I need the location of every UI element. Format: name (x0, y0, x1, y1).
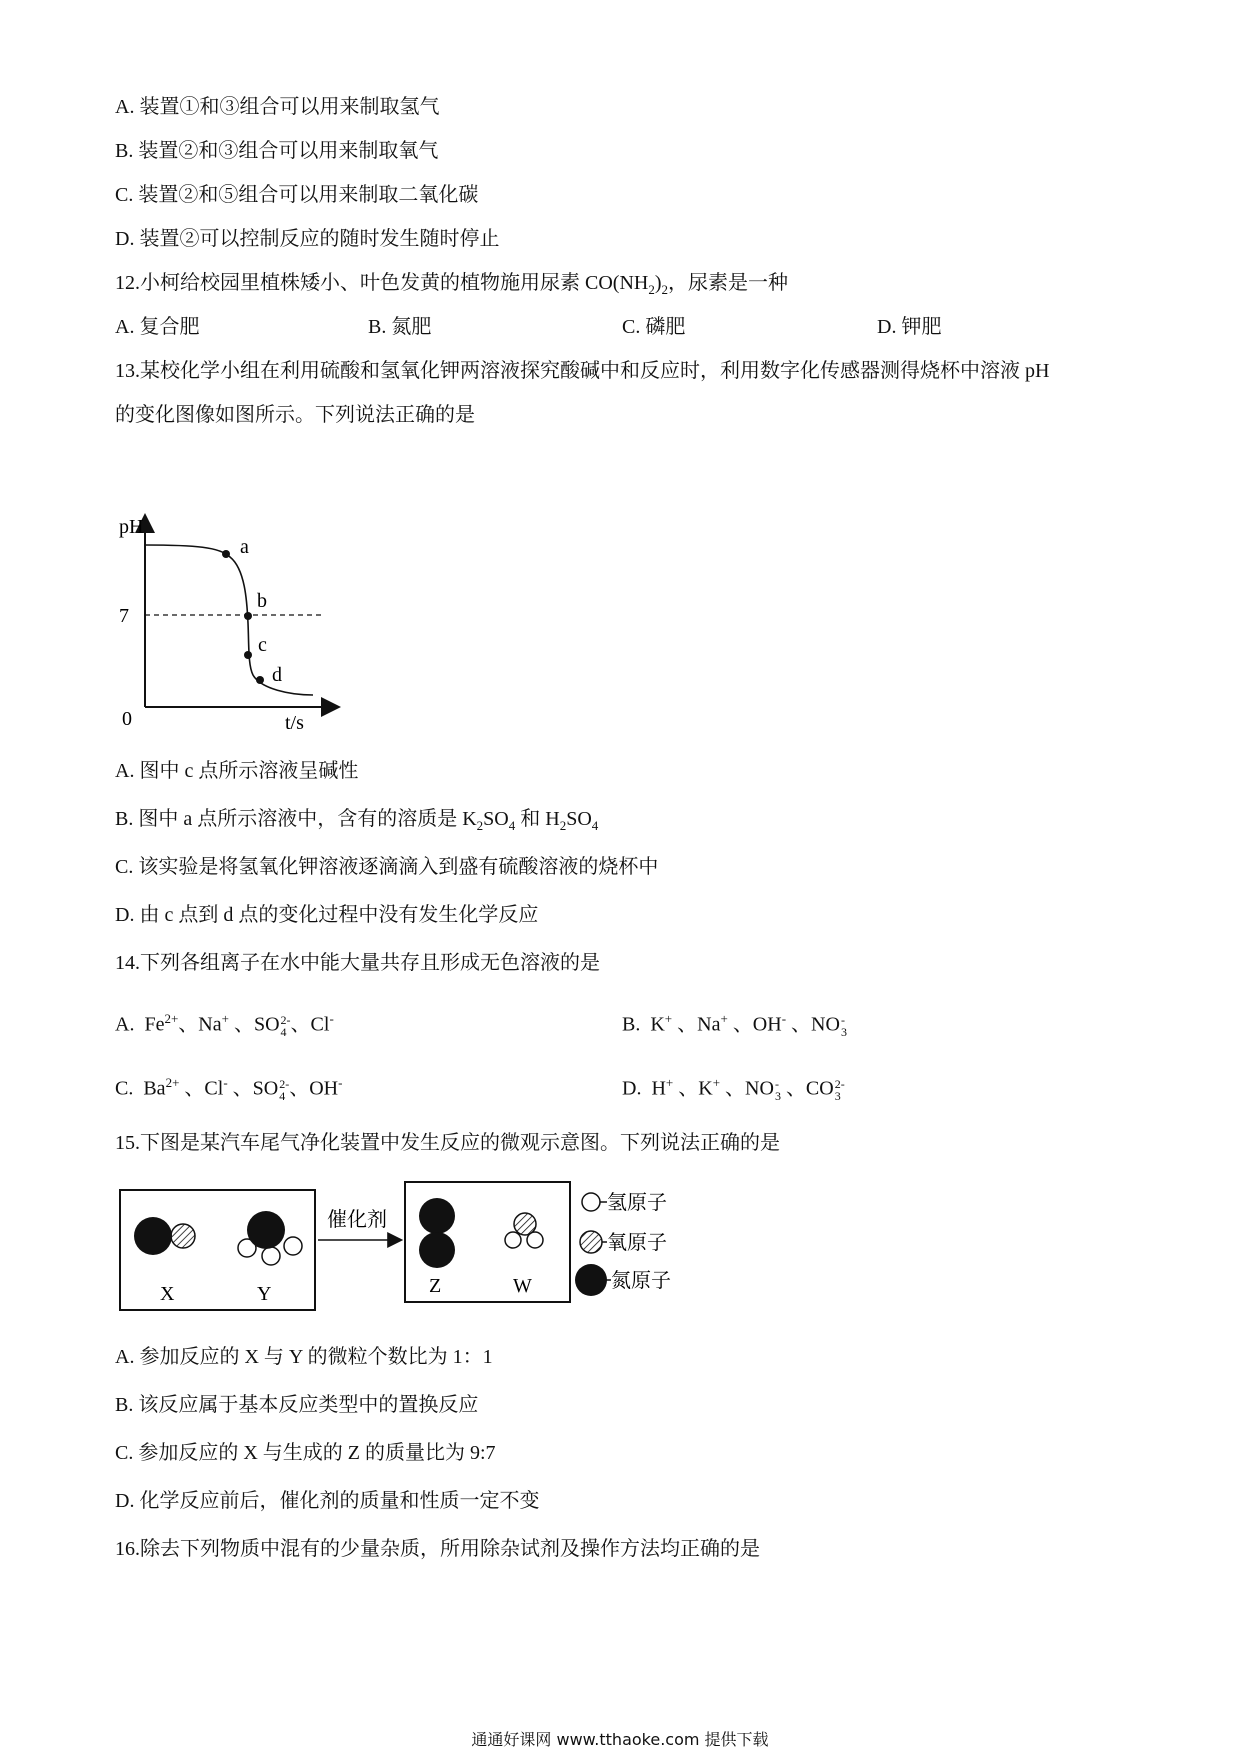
q15-option-d: D. 化学反应前后，催化剂的质量和性质一定不变 (115, 1490, 540, 1512)
point-a (222, 550, 230, 558)
reaction-diagram (115, 1180, 715, 1320)
q15-stem: 15.下图是某汽车尾气净化装置中发生反应的微观示意图。下列说法正确的是 (115, 1132, 780, 1154)
legend-oxygen-label: 氧原子 (607, 1230, 667, 1254)
label-y: Y (257, 1283, 272, 1305)
x-hatched-atom (171, 1224, 195, 1248)
q12-stem: 12.小柯给校园里植株矮小、叶色发黄的植物施用尿素 $CO(NH_2)_2$，尿素是一种 (115, 272, 789, 297)
w-white-atom-1 (505, 1232, 521, 1248)
y-white-atom-2 (262, 1247, 280, 1265)
label-z: Z (429, 1275, 442, 1297)
legend-nitrogen-icon (575, 1264, 607, 1296)
point-c (244, 651, 252, 659)
label-x: X (160, 1283, 175, 1305)
q11-option-c: C. 装置②和⑤组合可以用来制取二氧化碳 (115, 184, 479, 206)
ph-seven-label: 7 (119, 605, 129, 627)
legend-hydrogen-label: 氢原子 (607, 1190, 667, 1214)
q14-option-c: C. $Ba^{2+}$ 、Cl- 、SO 2- 4 、OH- (115, 1075, 343, 1104)
q12-option-b: B. 氮肥 (368, 316, 432, 338)
q11-option-b: B. 装置②和③组合可以用来制取氧气 (115, 140, 439, 162)
q12-option-d: D. 钾肥 (877, 316, 942, 338)
q13-option-c: C. 该实验是将氢氧化钾溶液逐滴滴入到盛有硫酸溶液的烧杯中 (115, 856, 659, 878)
q11-option-a: A. 装置①和③组合可以用来制取氢气 (115, 96, 440, 118)
point-a-label: a (240, 536, 249, 558)
q14-option-b: B. K+ 、Na+ 、OH- 、NO - 3 (622, 1011, 847, 1040)
legend-hydrogen-icon (582, 1193, 600, 1211)
x-black-atom (134, 1217, 172, 1255)
q13-stem-line2: 的变化图像如图所示。下列说法正确的是 (115, 404, 475, 426)
ph-curve (145, 545, 313, 695)
q16-stem: 16.除去下列物质中混有的少量杂质，所用除杂试剂及操作方法均正确的是 (115, 1538, 760, 1560)
point-c-label: c (258, 634, 267, 656)
ph-origin-label: 0 (122, 708, 132, 730)
q12-option-a: A. 复合肥 (115, 316, 200, 338)
point-d-label: d (272, 664, 282, 686)
point-d (256, 676, 264, 684)
q15-option-b: B. 该反应属于基本反应类型中的置换反应 (115, 1394, 479, 1416)
q11-option-d: D. 装置②可以控制反应的随时发生随时停止 (115, 228, 500, 250)
q13-option-b: B. 图中 a 点所示溶液中，含有的溶质是 $K_2SO_4$ 和 $H_2SO_4$ (115, 808, 599, 833)
q14-stem: 14.下列各组离子在水中能大量共存且形成无色溶液的是 (115, 952, 600, 974)
page-footer: 通通好课网 www.tthaoke.com 提供下载 (471, 1730, 769, 1749)
q13-stem-line1: 13.某校化学小组在利用硫酸和氢氧化钾两溶液探究酸碱中和反应时，利用数字化传感器测得烧杯中溶液 pH (115, 360, 1050, 382)
q14-option-a: A. $Fe^{2+}$、Na+ 、SO 2- 4 、Cl- (115, 1011, 334, 1040)
q15-option-c: C. 参加反应的 X 与生成的 Z 的质量比为 9:7 (115, 1442, 496, 1464)
q12-option-c: C. 磷肥 (622, 316, 686, 338)
q15-option-a: A. 参加反应的 X 与 Y 的微粒个数比为 1：1 (115, 1346, 493, 1368)
catalyst-label: 催化剂 (327, 1207, 387, 1231)
z-black-atom-1 (419, 1198, 455, 1234)
z-black-atom-2 (419, 1232, 455, 1268)
y-white-atom-3 (284, 1237, 302, 1255)
label-w: W (513, 1275, 532, 1297)
legend-oxygen-icon (580, 1231, 602, 1253)
legend-nitrogen-label: 氮原子 (611, 1268, 671, 1292)
q13-option-d: D. 由 c 点到 d 点的变化过程中没有发生化学反应 (115, 904, 539, 926)
point-b (244, 612, 252, 620)
q13-option-a: A. 图中 c 点所示溶液呈碱性 (115, 760, 359, 782)
point-b-label: b (257, 590, 267, 612)
y-black-atom (247, 1211, 285, 1249)
q14-option-d: D. H+ 、K+ 、NO - 3 、CO 2- 3 (622, 1075, 845, 1104)
ph-x-label: t/s (285, 712, 304, 730)
ph-graph (105, 505, 350, 730)
w-white-atom-2 (527, 1232, 543, 1248)
ph-y-label: pH (119, 516, 144, 538)
